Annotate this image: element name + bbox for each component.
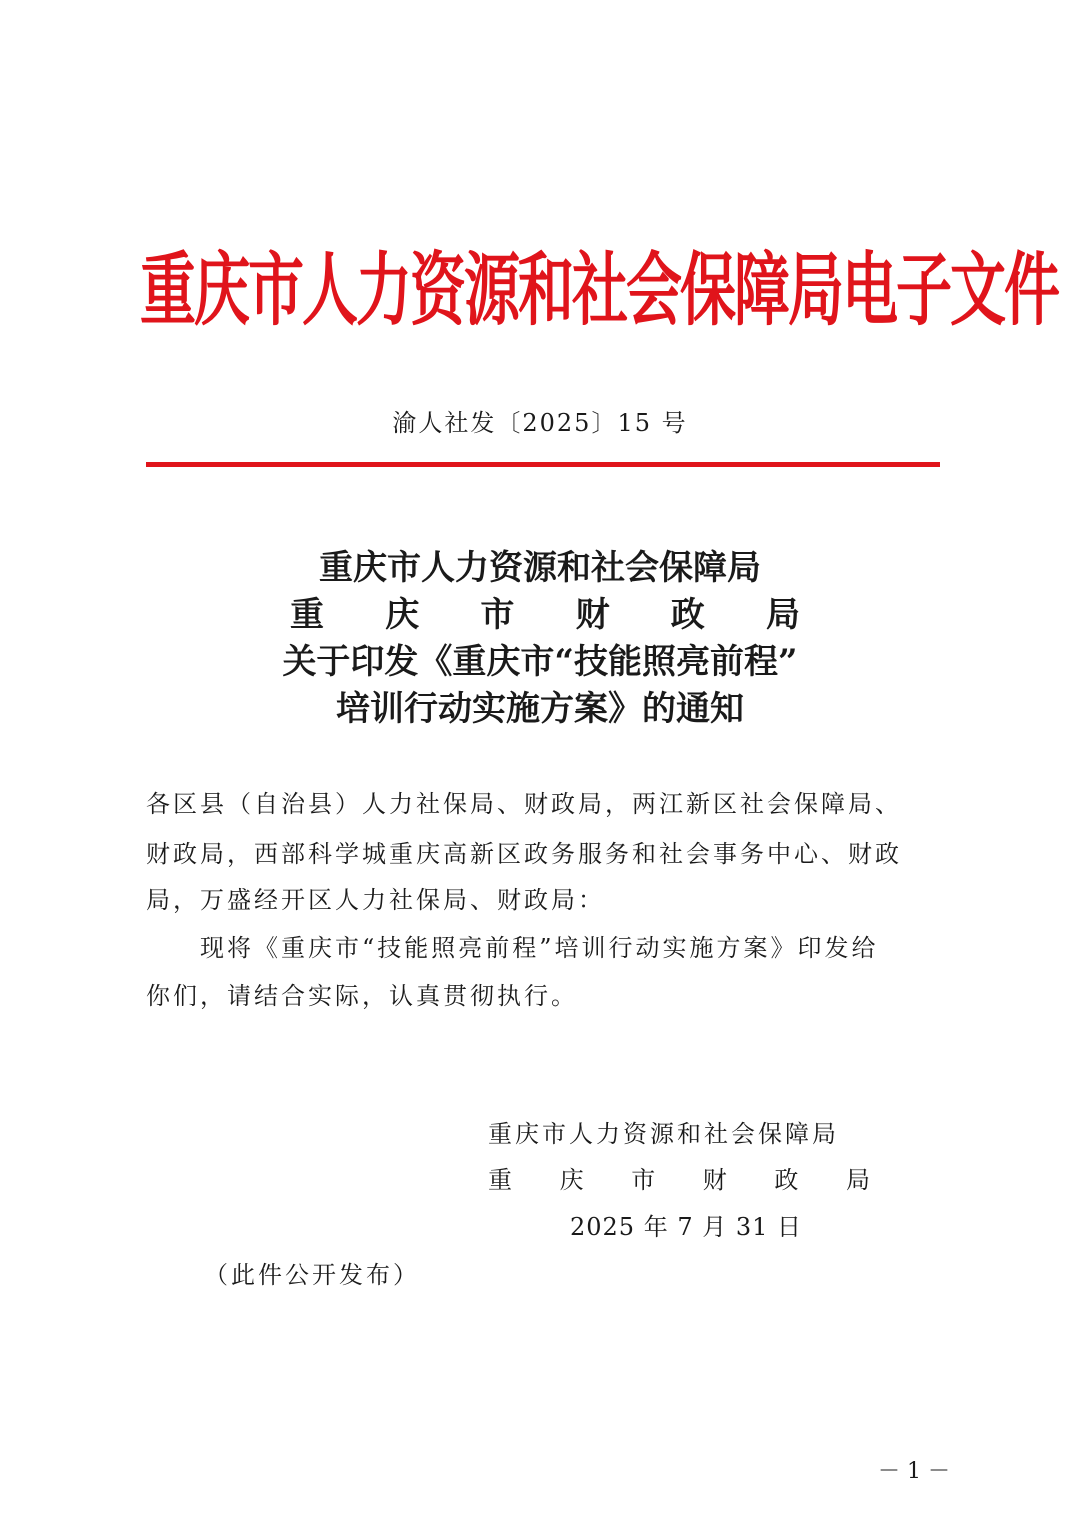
signature-org-2-char: 政 (774, 1166, 799, 1194)
title-line-2-char: 重 (290, 595, 324, 635)
title-line-2-char: 局 (765, 595, 800, 635)
title-line-2-char: 政 (670, 595, 705, 635)
title-line-2-char: 市 (480, 595, 515, 635)
title-line-2-char: 庆 (385, 595, 420, 635)
body-paragraph-line: 你们，请结合实际，认真贯彻执行。 (146, 982, 578, 1010)
signature-org-1: 重庆市人力资源和社会保障局 (488, 1120, 839, 1148)
signature-org-2-char: 财 (702, 1166, 727, 1194)
recipients-line: 各区县（自治县）人力社保局、财政局，两江新区社会保障局、 (146, 790, 902, 818)
public-release-note: （此件公开发布） (204, 1261, 420, 1289)
title-line-4: 培训行动实施方案》的通知 (336, 689, 744, 729)
signature-org-2-char: 局 (845, 1166, 870, 1194)
red-divider-line (146, 462, 940, 467)
signature-org-2-char: 重 (488, 1166, 512, 1194)
body-paragraph-line: 现将《重庆市“技能照亮前程”培训行动实施方案》印发给 (146, 934, 879, 962)
document-masthead: 重庆市人力资源和社会保障局电子文件 (140, 244, 1058, 338)
title-line-2 (290, 595, 800, 635)
title-line-2-char: 财 (575, 595, 610, 635)
signature-org-2-char: 市 (631, 1166, 656, 1194)
page-number: － 1 － (878, 1459, 950, 1484)
document-number: 渝人社发〔2025〕15 号 (392, 409, 688, 437)
recipients-line: 局，万盛经开区人力社保局、财政局： (146, 886, 605, 914)
signature-date: 2025 年 7 月 31 日 (570, 1213, 803, 1241)
title-line-1: 重庆市人力资源和社会保障局 (319, 548, 761, 588)
signature-org-2 (488, 1165, 870, 1195)
signature-org-2-char: 庆 (559, 1166, 584, 1194)
recipients-line: 财政局，西部科学城重庆高新区政务服务和社会事务中心、财政 (146, 840, 902, 868)
title-line-3: 关于印发《重庆市“技能照亮前程” (282, 642, 798, 682)
